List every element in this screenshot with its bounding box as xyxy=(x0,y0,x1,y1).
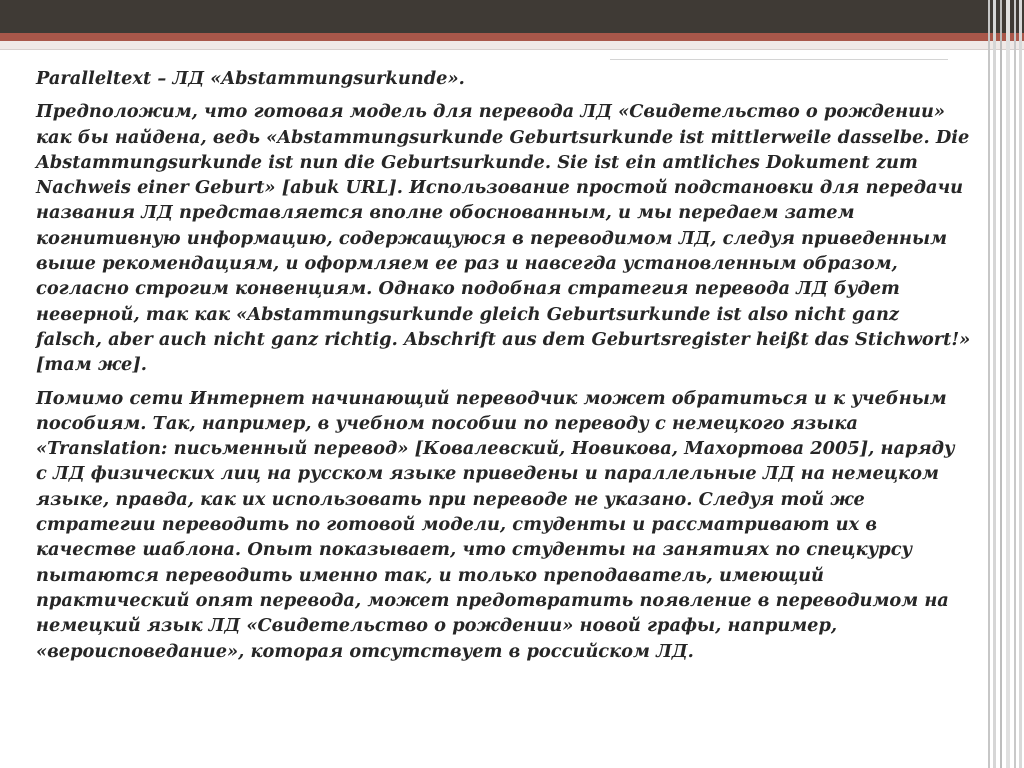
stripe xyxy=(988,0,990,768)
paragraph-body-1: Предположим, что готовая модель для перевода ЛД «Свидетельство о рождении» как бы найдена, ведь «Abstammungsurkunde Geburtsurkunde ist mittlerweile dasselbe. Die Abstammungsurkunde ist nun die Geburtsurkunde. Sie ist ein amtliches Dokument zum Nachweis einer Geburt» [abuk URL]. Использование простой подстановки для передачи названия ЛД представляется вполне обоснованным, и мы передаем затем когнитивную информацию, содержащуюся в переводимом ЛД, следуя приведенным выше рекомендациям, и оформляем ее раз и навсегда установленным образом, согласно строгим конвенциям. Однако подобная стратегия перевода ЛД будет неверной, так как «Abstammungsurkunde gleich Geburtsurkunde ist also nicht ganz falsch, aber auch nicht ganz richtig. Abschrift aus dem Geburtsregister heißt das Stichwort!» [там же]. xyxy=(36,101,971,376)
stripe xyxy=(1006,0,1010,768)
slide-pale-band xyxy=(0,41,1024,49)
slide-accent-band xyxy=(0,33,1024,41)
header-rule xyxy=(610,59,948,60)
decorative-stripes xyxy=(988,0,1024,768)
stripe xyxy=(1014,0,1016,768)
paragraph-heading: Paralleltext – ЛД «Abstammungsurkunde». xyxy=(36,68,465,89)
stripe xyxy=(1019,0,1022,768)
slide-header-band xyxy=(0,0,1024,33)
slide-body xyxy=(36,66,971,672)
paragraph-body-2: Помимо сети Интернет начинающий переводчик может обратиться и к учебным пособиям. Так, например, в учебном пособии по переводу с немецкого языка «Translation: письменный перевод» [Ковалевский, Новикова, Махортова 2005], наряду с ЛД физических лиц на русском языке приведены и параллельные ЛД на немецком языке, правда, как их использовать при переводе не указано. Следуя той же стратегии переводить по готовой модели, студенты и рассматривают их в качестве шаблона. Опыт показывает, что студенты на занятиях по спецкурсу пытаются переводить именно так, и только преподаватель, имеющий практический опят перевода, может предотвратить появление в переводимом на немецкий язык ЛД «Свидетельство о рождении» новой графы, например, «вероисповедание», которая отсутствует в российском ЛД. xyxy=(36,387,955,662)
stripe xyxy=(1000,0,1002,768)
slide-header-shadow xyxy=(0,49,1024,50)
stripe xyxy=(993,0,996,768)
